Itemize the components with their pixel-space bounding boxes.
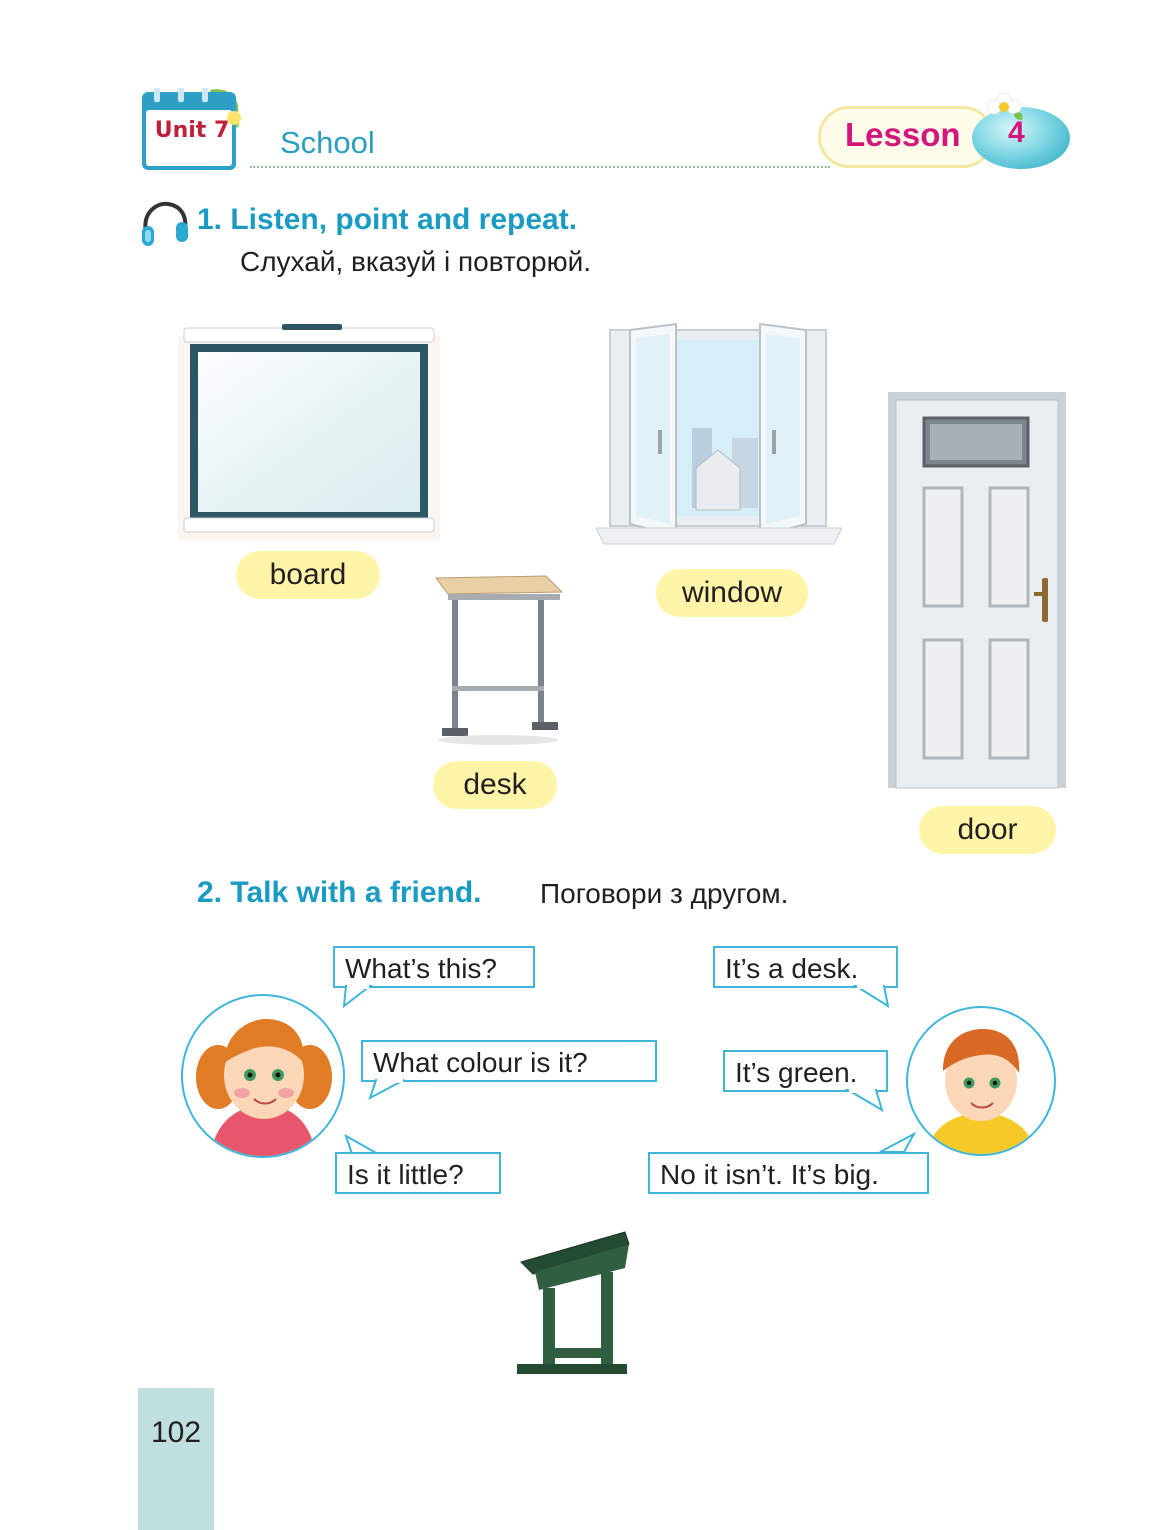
boy-avatar	[905, 1005, 1057, 1157]
girl-avatar	[180, 993, 346, 1159]
window-image[interactable]	[596, 318, 842, 554]
word-desk[interactable]: desk	[433, 761, 557, 809]
desk-image[interactable]	[430, 570, 566, 746]
bubble-what-colour: What colour is it?	[361, 1040, 657, 1082]
exercise1-subtitle: Слухай, вказуй і повторюй.	[240, 246, 592, 277]
bubble-its-green: It’s green.	[723, 1050, 888, 1092]
exercise1-title: 1. Listen, point and repeat.	[197, 203, 578, 236]
header-divider	[250, 166, 830, 168]
bubble-tail	[340, 986, 380, 1008]
green-desk-image	[517, 1228, 637, 1376]
exercise2-subtitle: Поговори з другом.	[540, 878, 789, 909]
word-board[interactable]: board	[236, 551, 380, 599]
unit-title: School	[280, 125, 375, 160]
page-number-tab	[138, 1388, 214, 1530]
bubble-tail	[342, 1134, 386, 1154]
unit-label: Unit 7	[154, 118, 230, 143]
bubble-whats-this: What’s this?	[333, 946, 535, 988]
headphones-icon[interactable]	[138, 198, 190, 250]
exercise2-title: 2. Talk with a friend.	[197, 876, 482, 909]
lesson-number: 4	[1008, 116, 1025, 149]
bubble-tail	[368, 1080, 412, 1100]
lesson-label: Lesson	[845, 116, 961, 153]
bubble-tail	[842, 1090, 886, 1112]
bubble-tail	[848, 986, 892, 1008]
board-image[interactable]	[178, 322, 440, 540]
bubble-is-it-little: Is it little?	[335, 1152, 501, 1194]
bubble-its-a-desk: It’s a desk.	[713, 946, 898, 988]
word-window[interactable]: window	[656, 569, 808, 617]
page-number: 102	[151, 1416, 202, 1449]
bubble-no-its-big: No it isn’t. It’s big.	[648, 1152, 929, 1194]
door-image[interactable]	[884, 388, 1070, 794]
bubble-tail	[860, 1132, 920, 1154]
word-door[interactable]: door	[919, 806, 1056, 854]
